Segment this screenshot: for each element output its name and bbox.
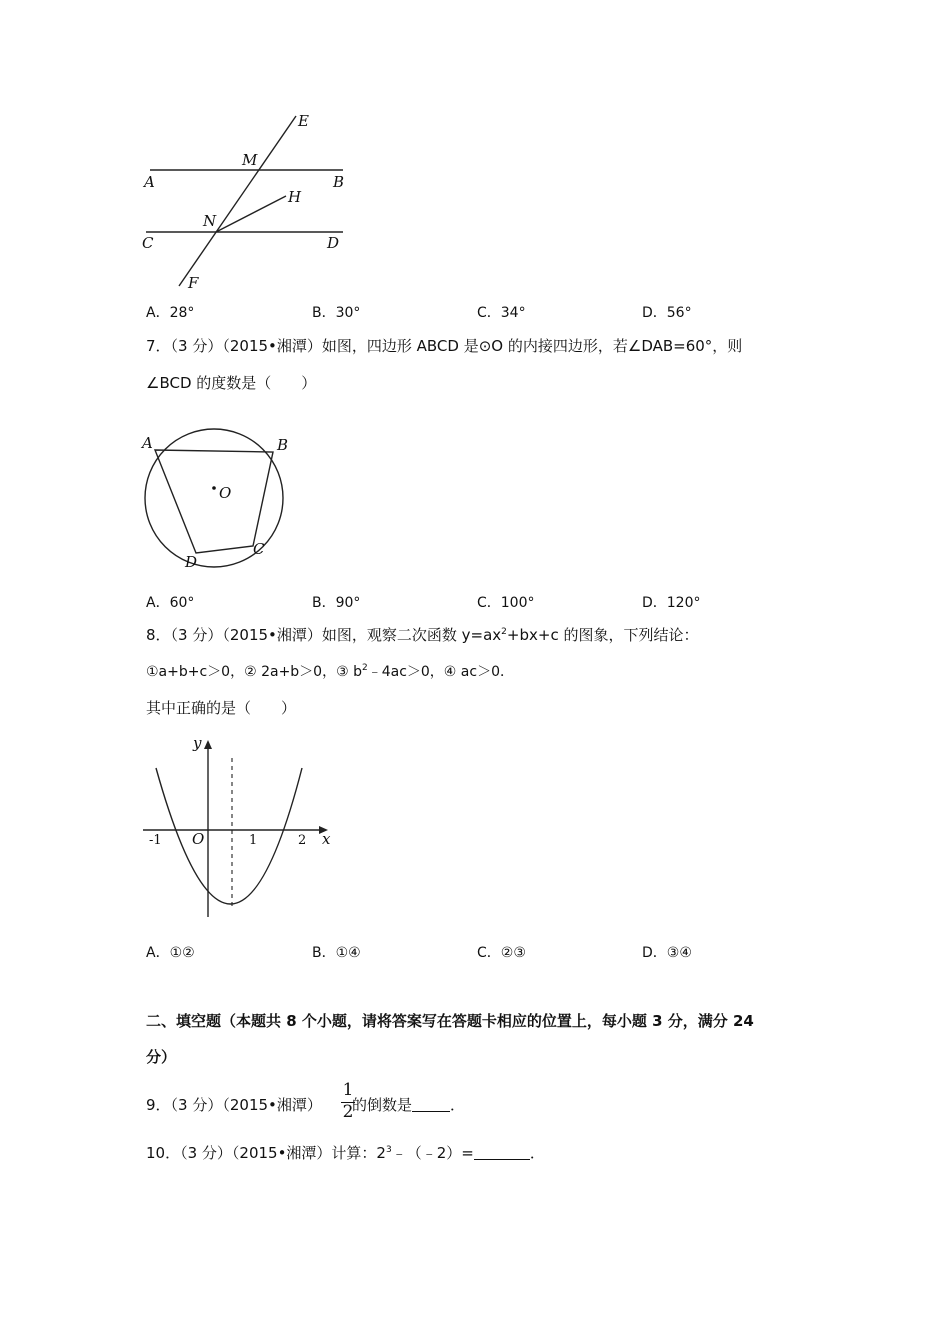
label-x: x (322, 830, 331, 848)
q8-stem-line3: 其中正确的是（ ） (146, 699, 297, 717)
label-c: C (253, 540, 265, 558)
q9-suffix-text: 的倒数是 (352, 1096, 413, 1114)
q6-option-a[interactable]: A．28° (146, 305, 195, 321)
q9-prefix: 9．（3 分）（2015•湘潭） (146, 1096, 322, 1114)
q8-option-c[interactable]: C．②③ (477, 945, 526, 961)
center-dot (212, 486, 216, 490)
q7-option-c[interactable]: C．100° (477, 595, 535, 611)
label-o: O (192, 830, 205, 848)
q10-stem: 10．（3 分）（2015•湘潭）计算：$2^3﹣(﹣2)=$ ． (146, 1144, 545, 1162)
q8-option-a[interactable]: A．①② (146, 945, 195, 961)
q8-option-d[interactable]: D．③④ (642, 945, 692, 961)
label-y: y (193, 734, 202, 752)
tick-1: 1 (249, 833, 258, 848)
section2-heading-line2: 分） (146, 1048, 177, 1066)
tick-2: 2 (298, 833, 307, 848)
q7-stem-line2: ∠BCD 的度数是（ ） (146, 374, 317, 392)
label-b: B (333, 173, 345, 191)
label-d: D (327, 234, 340, 252)
q7-option-d[interactable]: D．120° (642, 595, 701, 611)
q10-answer-blank[interactable] (474, 1145, 530, 1160)
label-a: A (142, 434, 153, 452)
q9-end: ． (450, 1096, 466, 1114)
q7-option-a[interactable]: A．60° (146, 595, 195, 611)
label-n: N (203, 212, 217, 230)
label-e: E (298, 112, 309, 130)
q8-figure (138, 730, 338, 920)
q8-stem-line2: ①a+b+c＞0，② 2a+b＞0，③ $b^2﹣4ac>0$，④ ac＞0． (146, 663, 514, 680)
ray-nh (216, 196, 286, 232)
q9-answer-blank[interactable] (412, 1097, 450, 1112)
label-m: M (242, 151, 258, 169)
line-ef (179, 116, 296, 286)
q6-option-b[interactable]: B．30° (312, 305, 361, 321)
tick-neg1: -1 (149, 833, 162, 848)
label-f: F (188, 274, 199, 292)
q9-fraction-denominator: 2 (342, 1102, 354, 1122)
q6-figure (138, 108, 358, 294)
label-h: H (288, 188, 302, 206)
q8-stem-line1: 8．（3 分）（2015•湘潭）如图，观察二次函数 $y=ax^2+bx+c$ 的图象，下列结论： (146, 626, 699, 644)
label-b: B (277, 436, 289, 454)
q8-option-b[interactable]: B．①④ (312, 945, 361, 961)
parabola (156, 768, 302, 904)
q9-fraction-numerator: 1 (342, 1080, 354, 1100)
label-a: A (144, 173, 155, 191)
q6-option-c[interactable]: C．34° (477, 305, 526, 321)
section2-heading-line1: 二、填空题（本题共 8 个小题，请将答案写在答题卡相应的位置上，每小题 3 分，满分 24 (146, 1012, 754, 1030)
q7-stem-line1: 7．（3 分）（2015•湘潭）如图，四边形 ABCD 是⊙O 的内接四边形，若∠DAB=60°，则 (146, 337, 743, 355)
q7-figure (138, 428, 298, 576)
q9-suffix (352, 1094, 465, 1115)
q6-option-d[interactable]: D．56° (642, 305, 692, 321)
quadrilateral-abcd (155, 450, 273, 553)
label-d: D (185, 553, 198, 571)
q7-option-b[interactable]: B．90° (312, 595, 361, 611)
y-axis-arrow (204, 740, 212, 749)
label-o: O (219, 484, 232, 502)
label-c: C (142, 234, 154, 252)
